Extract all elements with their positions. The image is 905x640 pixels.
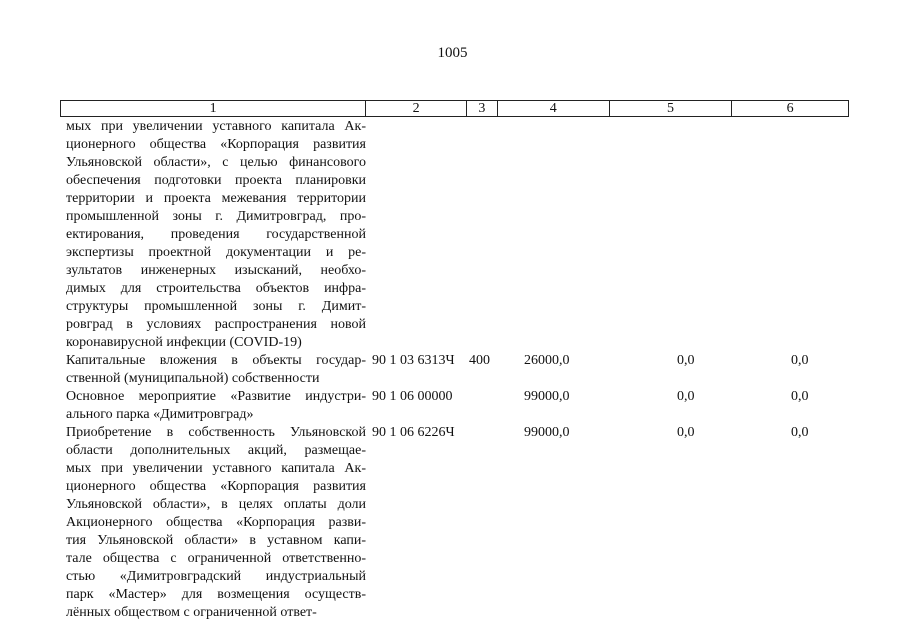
table-body [66, 118, 849, 622]
description-line: Ульяновской области», с целью финансового [66, 155, 366, 170]
description-line: ционерного общества «Корпорация развития [66, 479, 366, 494]
column-header-4: 4 [498, 101, 610, 116]
column-header-6: 6 [786, 101, 794, 116]
description-line: структуры промышленной зоны г. Димит- [66, 299, 366, 314]
description-line: коронавирусной инфекции (COVID-19) [66, 335, 302, 350]
page-number: 1005 [437, 45, 468, 61]
description-line: лённых обществом с ограниченной ответ- [66, 605, 317, 620]
description-line: области дополнительных акций, размещае- [66, 443, 366, 458]
description-line: ционерного общества «Корпорация развития [66, 137, 366, 152]
row-code: 90 1 03 6313Ч [372, 353, 455, 368]
row-expense-type: 400 [469, 353, 490, 368]
description-line: Капитальные вложения в объекты государ- [66, 353, 366, 368]
table-row [66, 352, 849, 388]
description-line: экспертизы проектной документации и ре- [66, 245, 366, 260]
row-description [66, 352, 366, 388]
row-amount-3: 0,0 [791, 389, 809, 404]
description-line: Приобретение в собственность Ульяновской [66, 425, 366, 440]
column-header-5: 5 [610, 101, 733, 116]
table-row [66, 118, 849, 352]
description-line: Ульяновской области», в целях оплаты доли [66, 497, 366, 512]
description-line: обеспечения подготовки проекта планировки [66, 173, 366, 188]
row-description [66, 388, 366, 424]
description-line: димых для строительства объектов инфра- [66, 281, 366, 296]
row-code [366, 118, 467, 352]
table-row [66, 424, 849, 622]
row-expense-type [467, 118, 498, 352]
description-line: мых при увеличении уставного капитала Ак- [66, 461, 366, 476]
description-line: ального парка «Димитровград» [66, 407, 254, 422]
table-header [60, 100, 849, 117]
row-code: 90 1 06 6226Ч [372, 425, 455, 440]
column-header-2: 2 [366, 101, 467, 116]
column-header-1: 1 [61, 101, 366, 116]
description-line: мых при увеличении уставного капитала Ак- [66, 119, 366, 134]
description-line: Акционерного общества «Корпорация разви- [66, 515, 366, 530]
row-amount-2 [610, 118, 733, 352]
row-expense-type [467, 424, 498, 622]
row-amount-1 [498, 118, 610, 352]
description-line: стью «Димитровградский индустриальный [66, 569, 366, 584]
row-amount-1: 99000,0 [524, 389, 570, 404]
description-line: тале общества с ограниченной ответственно- [66, 551, 366, 566]
description-line: тия Ульяновской области» в уставном капи- [66, 533, 366, 548]
row-code: 90 1 06 00000 [372, 389, 453, 404]
description-line: ственной (муниципальной) собственности [66, 371, 320, 386]
description-line: ровград в условиях распространения новой [66, 317, 366, 332]
description-line: парк «Мастер» для возмещения осуществ- [66, 587, 366, 602]
row-description [66, 424, 366, 622]
row-amount-3 [733, 118, 849, 352]
row-amount-3: 0,0 [791, 353, 809, 368]
description-line: ектирования, проведения государственной [66, 227, 366, 242]
description-line: зультатов инженерных изысканий, необхо- [66, 263, 366, 278]
row-expense-type [467, 388, 498, 424]
row-amount-3: 0,0 [791, 425, 809, 440]
table-row [66, 388, 849, 424]
row-amount-2: 0,0 [677, 389, 695, 404]
description-line: промышленной зоны г. Димитровград, про- [66, 209, 366, 224]
row-amount-2: 0,0 [677, 353, 695, 368]
row-amount-1: 26000,0 [524, 353, 570, 368]
description-line: территории и проекта межевания территории [66, 191, 366, 206]
row-description [66, 118, 366, 352]
column-header-3: 3 [467, 101, 498, 116]
description-line: Основное мероприятие «Развитие индустри- [66, 389, 366, 404]
row-amount-2: 0,0 [677, 425, 695, 440]
row-amount-1: 99000,0 [524, 425, 570, 440]
